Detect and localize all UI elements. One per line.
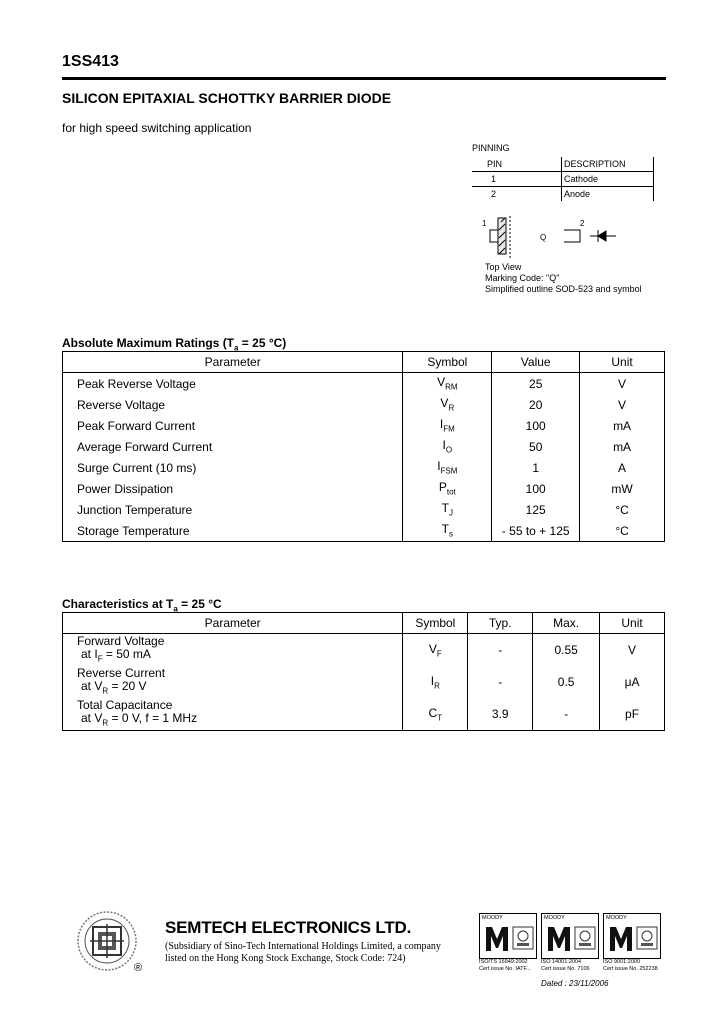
- typ-cell: 3.9: [468, 698, 533, 731]
- max-cell: -: [533, 698, 600, 731]
- moody-m-icon: [608, 923, 634, 953]
- symbol-letter: T: [441, 501, 449, 516]
- symbol-subscript: T: [437, 713, 443, 723]
- diode-symbol: [590, 230, 616, 242]
- parameter-cell: Storage Temperature: [63, 520, 403, 542]
- parameter-cell: [63, 634, 403, 667]
- unit-cell: V: [580, 394, 665, 415]
- package-notes: [485, 262, 642, 295]
- symbol-letter: V: [440, 396, 449, 411]
- unit-cell: A: [580, 457, 665, 478]
- cert-brand: MOODY: [544, 915, 565, 921]
- marking-code-note: Marking Code: "Q": [485, 273, 560, 283]
- symbol-cell: [403, 373, 492, 395]
- parameter-name: Total Capacitance: [77, 697, 173, 712]
- test-condition: [77, 680, 402, 697]
- condition-subscript: F: [97, 654, 103, 664]
- symbol-letter: V: [428, 641, 437, 656]
- header-rule: [62, 77, 666, 80]
- pinning-table: [472, 157, 654, 201]
- table-row: [63, 499, 665, 520]
- symbol-cell: [403, 394, 492, 415]
- part-number: 1SS413: [62, 53, 119, 70]
- symbol-cell: [403, 478, 492, 499]
- cert-logo-box: [541, 913, 599, 959]
- subsidiary-line: (Subsidiary of Sino-Tech International Holdings Limited, a company: [165, 941, 441, 952]
- characteristics-title: [62, 597, 222, 613]
- parameter-name: Reverse Current: [77, 665, 166, 680]
- unit-cell: °C: [580, 499, 665, 520]
- cert-caption: Cert issue No. 252238: [603, 966, 658, 972]
- condition-text: at V: [81, 710, 103, 725]
- symbol-subscript: FM: [443, 424, 455, 434]
- condition-text: at I: [81, 646, 98, 661]
- dated-text: Dated : 23/11/2006: [541, 979, 609, 988]
- value-cell: 100: [492, 478, 580, 499]
- pin-number: 2: [472, 187, 562, 202]
- symbol-letter: I: [439, 417, 444, 432]
- pin-header: PIN: [472, 157, 562, 172]
- registered-mark: ®: [134, 962, 143, 974]
- certification-badge: [541, 913, 599, 971]
- column-header: Parameter: [63, 613, 403, 634]
- test-condition: [77, 648, 402, 665]
- top-view-note: Top View: [485, 262, 522, 272]
- table-row: [63, 436, 665, 457]
- pin-number: 1: [472, 172, 562, 187]
- abs-max-title-text: = 25 °C): [238, 336, 287, 350]
- table-row: [63, 520, 665, 542]
- pin2-label: 2: [580, 219, 585, 228]
- symbol-subscript: R: [448, 403, 455, 413]
- certification-logos: [479, 913, 665, 973]
- pin-description: Anode: [562, 187, 654, 202]
- symbol-letter: C: [428, 705, 438, 720]
- parameter-cell: [63, 666, 403, 698]
- char-title-sub: a: [173, 604, 178, 614]
- column-header: Unit: [580, 352, 665, 373]
- cert-caption: Cert issue No. 7106: [541, 966, 590, 972]
- parameter-cell: Surge Current (10 ms): [63, 457, 403, 478]
- unit-cell: mA: [580, 415, 665, 436]
- column-header: Symbol: [403, 352, 492, 373]
- typ-cell: -: [468, 634, 533, 667]
- column-header: Symbol: [403, 613, 468, 634]
- symbol-subscript: J: [449, 508, 453, 518]
- symbol-cell: [403, 499, 492, 520]
- column-header: Value: [492, 352, 580, 373]
- parameter-cell: [63, 698, 403, 731]
- symbol-cell: [403, 666, 468, 698]
- char-title-text: Characteristics at T: [62, 597, 174, 611]
- symbol-cell: [403, 436, 492, 457]
- cert-caption: Cert issue No. IATF...: [479, 966, 531, 972]
- accreditation-mark-icon: [512, 926, 534, 950]
- condition-subscript: R: [102, 718, 109, 728]
- application-text: for high speed switching application: [62, 121, 252, 135]
- package-outline-diagram: [480, 214, 620, 260]
- table-row: [63, 666, 665, 698]
- table-row: [63, 457, 665, 478]
- symbol-cell: [403, 457, 492, 478]
- condition-subscript: R: [102, 686, 109, 696]
- unit-cell: mW: [580, 478, 665, 499]
- abs-max-title-text: Absolute Maximum Ratings (T: [62, 336, 235, 350]
- subsidiary-note: [165, 941, 441, 965]
- unit-cell: V: [580, 373, 665, 395]
- cert-caption: ISO 9001:2000: [603, 959, 641, 965]
- test-condition: [77, 712, 402, 729]
- symbol-letter: V: [437, 375, 446, 390]
- pinning-title: PINNING: [472, 143, 510, 153]
- condition-text: = 50 mA: [102, 646, 151, 661]
- symbol-letter: I: [430, 673, 435, 688]
- value-cell: 25: [492, 373, 580, 395]
- condition-text: = 0 V, f = 1 MHz: [108, 710, 198, 725]
- symbol-cell: [403, 520, 492, 542]
- unit-cell: pF: [600, 698, 665, 731]
- moody-m-icon: [546, 923, 572, 953]
- certification-badge: [603, 913, 661, 971]
- symbol-cell: [403, 415, 492, 436]
- symbol-letter: P: [438, 480, 447, 495]
- value-cell: 100: [492, 415, 580, 436]
- value-cell: - 55 to + 125: [492, 520, 580, 542]
- moody-m-icon: [484, 923, 510, 953]
- device-title: SILICON EPITAXIAL SCHOTTKY BARRIER DIODE: [62, 90, 392, 106]
- max-cell: 0.5: [533, 666, 600, 698]
- value-cell: 1: [492, 457, 580, 478]
- unit-cell: °C: [580, 520, 665, 542]
- symbol-subscript: O: [445, 445, 453, 455]
- accreditation-mark-icon: [574, 926, 596, 950]
- unit-cell: V: [600, 634, 665, 667]
- column-header: Unit: [600, 613, 665, 634]
- table-row: [63, 698, 665, 731]
- cert-caption: ISO 14001:2004: [541, 959, 582, 965]
- parameter-cell: Peak Forward Current: [63, 415, 403, 436]
- condition-text: = 20 V: [108, 678, 147, 693]
- cert-brand: MOODY: [482, 915, 503, 921]
- pin1-label: 1: [482, 219, 487, 228]
- abs-max-title-sub: a: [234, 343, 239, 353]
- max-cell: 0.55: [533, 634, 600, 667]
- unit-cell: mA: [580, 436, 665, 457]
- cert-logo-box: [479, 913, 537, 959]
- cert-logo-box: [603, 913, 661, 959]
- symbol-cell: [403, 634, 468, 667]
- condition-text: at V: [81, 678, 103, 693]
- symbol-subscript: tot: [446, 487, 456, 497]
- description-header: DESCRIPTION: [562, 157, 654, 172]
- unit-cell: μA: [600, 666, 665, 698]
- company-name: SEMTECH ELECTRONICS LTD.: [165, 918, 412, 937]
- table-row: [63, 415, 665, 436]
- symbol-subscript: RM: [445, 382, 458, 392]
- certification-badge: [479, 913, 537, 971]
- parameter-cell: Average Forward Current: [63, 436, 403, 457]
- value-cell: 20: [492, 394, 580, 415]
- pin-description: Cathode: [562, 172, 654, 187]
- symbol-subscript: s: [449, 529, 453, 539]
- value-cell: 50: [492, 436, 580, 457]
- column-header: Typ.: [468, 613, 533, 634]
- symbol-letter: I: [437, 459, 441, 474]
- symbol-subscript: R: [434, 681, 440, 691]
- parameter-cell: Reverse Voltage: [63, 394, 403, 415]
- symbol-cell: [403, 698, 468, 731]
- char-title-text: = 25 °C: [177, 597, 222, 611]
- column-header: Parameter: [63, 352, 403, 373]
- symbol-subscript: F: [436, 649, 442, 659]
- symbol-letter: T: [441, 522, 449, 537]
- outline-note: Simplified outline SOD-523 and symbol: [485, 284, 642, 294]
- marking-letter: Q: [540, 233, 547, 242]
- table-row: [63, 394, 665, 415]
- parameter-cell: Peak Reverse Voltage: [63, 373, 403, 395]
- parameter-name: Forward Voltage: [77, 633, 165, 648]
- company-seal-logo: [76, 910, 138, 972]
- abs-max-table: [62, 351, 665, 542]
- table-row: [63, 634, 665, 667]
- parameter-cell: Power Dissipation: [63, 478, 403, 499]
- cert-brand: MOODY: [606, 915, 627, 921]
- column-header: Max.: [533, 613, 600, 634]
- subsidiary-line: listed on the Hong Kong Stock Exchange, Stock Code: 724): [165, 953, 406, 964]
- value-cell: 125: [492, 499, 580, 520]
- typ-cell: -: [468, 666, 533, 698]
- abs-max-title: [62, 336, 286, 352]
- symbol-letter: I: [442, 438, 446, 453]
- cert-caption: ISO/TS 16949:2002: [479, 959, 528, 965]
- symbol-subscript: FSM: [440, 466, 458, 476]
- characteristics-table: [62, 612, 665, 731]
- package-drawing: [490, 216, 580, 258]
- parameter-cell: Junction Temperature: [63, 499, 403, 520]
- table-row: [63, 373, 665, 395]
- table-row: [63, 478, 665, 499]
- accreditation-mark-icon: [636, 926, 658, 950]
